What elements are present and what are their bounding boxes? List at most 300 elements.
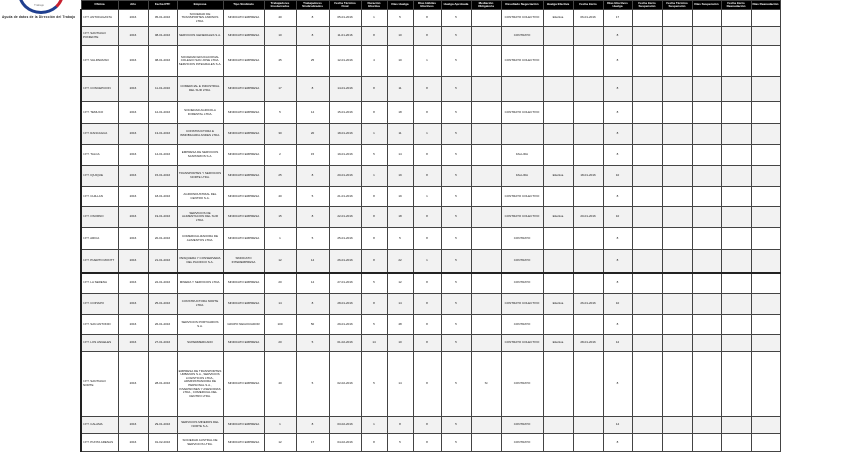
table-cell: SERVICIOS PORTUARIOS S.A.: [177, 315, 223, 335]
table-cell: 11-01-2016: [148, 77, 177, 102]
table-cell: SINDICATO EMPRESA: [223, 228, 264, 250]
table-cell: SINDICATO EMPRESA: [223, 434, 264, 452]
table-cell: [501, 77, 543, 102]
table-cell: 30: [264, 124, 296, 145]
table-cell: [721, 417, 751, 434]
table-cell: [471, 166, 501, 187]
table-cell: 5: [441, 228, 471, 250]
table-cell: [721, 46, 751, 77]
table-cell: 2016: [118, 352, 148, 417]
table-cell: 2016: [118, 145, 148, 166]
table-cell: 1: [361, 417, 387, 434]
table-cell: 40: [264, 10, 296, 27]
table-cell: 03-02-2016: [329, 417, 361, 434]
table-cell: 8: [296, 166, 329, 187]
table-cell: [721, 315, 751, 335]
table-cell: 2016: [118, 294, 148, 315]
table-cell: 14: [603, 417, 632, 434]
table-cell: 19: [387, 187, 413, 207]
table-cell: 8: [296, 27, 329, 46]
table-cell: [662, 166, 692, 187]
table-cell: 25-01-2016: [148, 294, 177, 315]
table-cell: 14: [296, 273, 329, 294]
table-cell: 5: [441, 166, 471, 187]
table-cell: 10: [387, 46, 413, 77]
table-cell: I.P.T. LOS ANGELES: [81, 335, 118, 352]
table-cell: SERVICIOS GENERALES S.A.: [177, 27, 223, 46]
table-cell: I.P.T. OSORNO: [81, 207, 118, 228]
table-cell: [662, 187, 692, 207]
table-cell: I.P.T. PUNTA ARENAS: [81, 434, 118, 452]
table-cell: 8: [413, 315, 441, 335]
table-cell: 14: [296, 102, 329, 124]
table-cell: 20-01-2016: [573, 207, 603, 228]
table-cell: 8: [603, 145, 632, 166]
table-cell: [721, 124, 751, 145]
table-cell: 8: [296, 10, 329, 27]
table-cell: 8: [603, 273, 632, 294]
table-cell: 48: [387, 315, 413, 335]
table-cell: SUPERMERCADO: [177, 335, 223, 352]
column-header: Mediación Obligatoria: [471, 1, 501, 10]
column-header: Fecha Término Suspensión: [662, 1, 692, 10]
table-cell: [471, 294, 501, 315]
table-cell: 27-01-2016: [148, 335, 177, 352]
table-cell: 5: [387, 10, 413, 27]
table-cell: [751, 335, 780, 352]
table-cell: [692, 77, 721, 102]
table-cell: 11: [387, 77, 413, 102]
table-cell: [721, 228, 751, 250]
table-cell: 5: [441, 124, 471, 145]
table-cell: [573, 102, 603, 124]
table-cell: I.P.T. ARICA: [81, 228, 118, 250]
table-cell: SINDICATO EMPRESA: [223, 77, 264, 102]
table-cell: CONSTRUCTORA E INMOBILIARIA ANDES LTDA.: [177, 124, 223, 145]
table-cell: 1: [264, 417, 296, 434]
table-cell: I.P.T. CALAMA: [81, 417, 118, 434]
table-cell: 1: [361, 10, 387, 27]
table-cell: SINDICATO EMPRESA: [223, 145, 264, 166]
table-cell: I.P.T. CONCEPCION: [81, 77, 118, 102]
table-cell: 4: [361, 46, 387, 77]
table-cell: [573, 46, 603, 77]
table-cell: 18: [387, 102, 413, 124]
table-cell: 12: [387, 273, 413, 294]
table-cell: 25-01-2016: [329, 228, 361, 250]
table-cell: 5: [441, 335, 471, 352]
table-cell: I.P.T. PUERTO MONTT: [81, 250, 118, 273]
table-cell: 14: [387, 294, 413, 315]
table-cell: [632, 102, 662, 124]
table-cell: [692, 102, 721, 124]
table-cell: 2016: [118, 187, 148, 207]
table-cell: [471, 250, 501, 273]
table-cell: 8: [361, 434, 387, 452]
table-cell: [573, 145, 603, 166]
table-cell: 5: [296, 335, 329, 352]
table-cell: 20: [264, 335, 296, 352]
table-cell: 8: [603, 27, 632, 46]
table-cell: SI: [471, 352, 501, 417]
table-cell: 1: [264, 228, 296, 250]
table-cell: I.P.T. TALCA: [81, 145, 118, 166]
table-cell: 8: [603, 77, 632, 102]
table-cell: 2016: [118, 335, 148, 352]
table-cell: 12: [603, 335, 632, 352]
column-header: Duración Efectiva: [361, 1, 387, 10]
table-row: [81, 46, 780, 77]
column-header: Año: [118, 1, 148, 10]
column-header: Empresa: [177, 1, 223, 10]
table-cell: [721, 102, 751, 124]
column-header: Días Hábiles Efectivos: [413, 1, 441, 10]
table-row: [81, 166, 780, 187]
table-cell: [632, 273, 662, 294]
table-cell: SERVICIOS DE ALIMENTACION DEL SUR LTDA.: [177, 207, 223, 228]
table-cell: 8: [603, 124, 632, 145]
table-cell: 8: [603, 46, 632, 77]
table-cell: [543, 77, 573, 102]
table-cell: 22-01-2016: [148, 273, 177, 294]
table-cell: Efectiva: [543, 207, 573, 228]
table-cell: 15-01-2016: [148, 166, 177, 187]
table-cell: [662, 27, 692, 46]
table-cell: [501, 124, 543, 145]
table-cell: [471, 207, 501, 228]
table-cell: 10: [603, 207, 632, 228]
table-cell: 100: [264, 315, 296, 335]
table-cell: 8: [413, 145, 441, 166]
table-cell: 10: [387, 27, 413, 46]
table-cell: SOCIEDAD AUSTRAL DE SERVICIOS LTDA.: [177, 434, 223, 452]
table-cell: [543, 124, 573, 145]
table-cell: SINDICATO EMPRESA: [223, 335, 264, 352]
table-cell: 05-01-2016: [329, 10, 361, 27]
table-cell: 08-01-2016: [148, 46, 177, 77]
table-cell: [721, 434, 751, 452]
table-cell: 15-01-2016: [329, 102, 361, 124]
table-cell: [471, 228, 501, 250]
table-cell: [751, 315, 780, 335]
column-header: Días Reanudación: [751, 1, 780, 10]
table-cell: [543, 46, 573, 77]
table-cell: [543, 273, 573, 294]
table-cell: CONTRATO: [501, 228, 543, 250]
table-cell: [692, 273, 721, 294]
table-cell: 5: [441, 417, 471, 434]
table-cell: 2016: [118, 102, 148, 124]
table-cell: 19-01-2016: [148, 207, 177, 228]
table-cell: 5: [441, 315, 471, 335]
table-cell: [543, 315, 573, 335]
table-cell: [543, 145, 573, 166]
table-cell: 14-01-2016: [329, 77, 361, 102]
table-cell: [721, 27, 751, 46]
table-cell: SINDICATO EMPRESA: [223, 352, 264, 417]
table-cell: 25: [296, 46, 329, 77]
table-cell: EMPRESA DE TRANSPORTES URBANOS S.A., SERVICIOS LOGISTICOS LTDA., ADMINISTRADORA DE PERSONAL S.A., INVERSIONES Y ASESORIAS LTDA., COMERCIAL DEL CENTRO LTDA.: [177, 352, 223, 417]
table-cell: 45: [264, 46, 296, 77]
table-cell: 20-01-2016: [148, 228, 177, 250]
table-cell: 26-01-2016: [148, 315, 177, 335]
table-cell: [662, 352, 692, 417]
table-cell: SINDICATO EMPRESA: [223, 27, 264, 46]
table-cell: 12-01-2016: [148, 102, 177, 124]
table-cell: I.P.T. SANTIAGO PONIENTE: [81, 27, 118, 46]
table-cell: SINDICATO EMPRESA: [223, 187, 264, 207]
table-cell: 2016: [118, 315, 148, 335]
table-cell: 8: [413, 434, 441, 452]
column-header: Fecha RTF: [148, 1, 177, 10]
table-cell: MINERA Y SERVICIOS LTDA.: [177, 273, 223, 294]
table-cell: [632, 228, 662, 250]
table-cell: 8: [296, 207, 329, 228]
table-cell: 2016: [118, 27, 148, 46]
table-cell: 29-01-2016: [329, 315, 361, 335]
table-cell: I.P.T. LA SERENA: [81, 273, 118, 294]
table-cell: 5: [361, 315, 387, 335]
table-cell: 5: [441, 145, 471, 166]
table-cell: [662, 124, 692, 145]
table-cell: CONSTRUCTORA NORTE LTDA.: [177, 294, 223, 315]
table-cell: [632, 27, 662, 46]
table-row: [81, 102, 780, 124]
table-row: [81, 335, 780, 352]
table-cell: [721, 352, 751, 417]
table-cell: SINDICATO EMPRESA: [223, 166, 264, 187]
table-row: [81, 434, 780, 452]
table-cell: 2016: [118, 273, 148, 294]
table-cell: [632, 250, 662, 273]
column-header: Días Suspensión: [692, 1, 721, 10]
table-cell: 13-01-2016: [148, 124, 177, 145]
table-cell: [721, 77, 751, 102]
table-cell: COMERCIAL E INDUSTRIAL DEL SUR LTDA.: [177, 77, 223, 102]
table-cell: 8: [387, 417, 413, 434]
logo-text: Trabajo: [34, 3, 45, 7]
table-cell: 5: [387, 434, 413, 452]
table-cell: SINDICATO EMPRESA: [223, 294, 264, 315]
table-cell: [573, 315, 603, 335]
table-cell: 11: [387, 124, 413, 145]
table-row: [81, 27, 780, 46]
table-cell: 5: [441, 46, 471, 77]
table-cell: 5: [296, 187, 329, 207]
table-cell: 2016: [118, 417, 148, 434]
table-row: [81, 417, 780, 434]
table-cell: 8: [413, 102, 441, 124]
table-cell: 8: [361, 228, 387, 250]
table-row: [81, 294, 780, 315]
table-cell: 2016: [118, 10, 148, 27]
table-cell: 8: [413, 77, 441, 102]
table-cell: [751, 102, 780, 124]
table-cell: [573, 27, 603, 46]
table-cell: 14: [264, 294, 296, 315]
table-cell: [662, 228, 692, 250]
table-cell: 26-01-2016: [573, 294, 603, 315]
table-cell: I.P.T. RANCAGUA: [81, 124, 118, 145]
table-cell: [471, 335, 501, 352]
table-cell: [662, 335, 692, 352]
table-cell: CONTRATO COLECTIVO: [501, 207, 543, 228]
table-cell: SINDICATO EMPRESA: [223, 273, 264, 294]
table-cell: 27-01-2016: [329, 273, 361, 294]
table-row: [81, 250, 780, 273]
table-cell: [543, 102, 573, 124]
table-cell: 5: [264, 102, 296, 124]
table-cell: 10: [387, 335, 413, 352]
table-cell: [632, 77, 662, 102]
table-cell: [692, 250, 721, 273]
table-cell: EMPRESA DE SERVICIOS SANITARIOS S.A.: [177, 145, 223, 166]
table-cell: 10: [603, 166, 632, 187]
table-cell: 1: [413, 124, 441, 145]
table-cell: 8: [413, 10, 441, 27]
table-cell: 04-02-2016: [329, 434, 361, 452]
column-header: Resultado Negociación: [501, 1, 543, 10]
table-cell: 14: [387, 352, 413, 417]
table-cell: 8: [603, 187, 632, 207]
table-cell: 8: [361, 250, 387, 273]
table-cell: CONTRATO COLECTIVO: [501, 10, 543, 27]
table-cell: [751, 434, 780, 452]
table-cell: [632, 145, 662, 166]
table-cell: [662, 417, 692, 434]
table-cell: [751, 250, 780, 273]
table-cell: CONTRATO: [501, 417, 543, 434]
page-caption: Ayuda de datos de la Dirección del Trabajo: [2, 15, 76, 19]
table-cell: 28-01-2016: [148, 352, 177, 417]
table-cell: 5: [441, 250, 471, 273]
table-cell: [662, 207, 692, 228]
table-cell: [573, 250, 603, 273]
table-cell: [573, 77, 603, 102]
table-cell: 2016: [118, 207, 148, 228]
table-cell: 12: [264, 434, 296, 452]
table-cell: GRUPO NEGOCIADOR: [223, 315, 264, 335]
table-cell: [662, 145, 692, 166]
table-cell: COMERCIALIZADORA DE ALIMENTOS LTDA.: [177, 228, 223, 250]
table-cell: 8: [361, 102, 387, 124]
table-cell: [573, 124, 603, 145]
table-cell: [692, 335, 721, 352]
table-cell: [692, 417, 721, 434]
table-cell: SINDICATO INTEREMPRESA: [223, 250, 264, 273]
column-header: Tipo Sindicato: [223, 1, 264, 10]
table-cell: 01-02-2016: [329, 335, 361, 352]
table-cell: I.P.T. ANTOFAGASTA: [81, 10, 118, 27]
table-cell: 8: [413, 166, 441, 187]
table-cell: CONTRATO COLECTIVO: [501, 187, 543, 207]
table-cell: PESQUERA Y CONSERVERA DEL PACIFICO S.A.: [177, 250, 223, 273]
table-cell: CONTRATO COLECTIVO: [501, 46, 543, 77]
table-cell: [632, 166, 662, 187]
table-cell: 8: [413, 228, 441, 250]
column-header: Fecha Inicio: [573, 1, 603, 10]
table-cell: [751, 124, 780, 145]
table-cell: [721, 335, 751, 352]
table-cell: I.P.T. IQUIQUE: [81, 166, 118, 187]
table-cell: Efectiva: [543, 10, 573, 27]
table-cell: 08-01-2016: [148, 27, 177, 46]
table-cell: 8: [603, 434, 632, 452]
table-cell: [751, 46, 780, 77]
table-cell: [721, 294, 751, 315]
table-cell: 5: [441, 10, 471, 27]
table-cell: 8: [413, 27, 441, 46]
table-cell: [692, 187, 721, 207]
table-cell: [751, 228, 780, 250]
table-cell: [471, 46, 501, 77]
table-cell: [692, 352, 721, 417]
table-cell: 8: [296, 294, 329, 315]
table-cell: [471, 124, 501, 145]
table-cell: [751, 294, 780, 315]
table-cell: 5: [441, 294, 471, 315]
table-cell: SOCIEDAD AGRICOLA FORESTAL LTDA.: [177, 102, 223, 124]
table-cell: 8: [296, 417, 329, 434]
table-cell: [692, 166, 721, 187]
table-cell: [471, 417, 501, 434]
table-cell: 15: [296, 145, 329, 166]
table-cell: I.P.T. TEMUCO: [81, 102, 118, 124]
table-cell: 01-02-2016: [148, 434, 177, 452]
table-cell: [471, 434, 501, 452]
table-cell: 8: [413, 273, 441, 294]
table-cell: [692, 10, 721, 27]
table-cell: [471, 77, 501, 102]
table-cell: 14: [387, 145, 413, 166]
table-cell: [543, 27, 573, 46]
table-cell: [471, 102, 501, 124]
table-cell: [543, 417, 573, 434]
table-cell: 5: [441, 102, 471, 124]
table-cell: 5: [441, 187, 471, 207]
table-cell: 5: [361, 145, 387, 166]
table-cell: 5: [441, 352, 471, 417]
table-cell: [471, 145, 501, 166]
table-cell: 50: [296, 315, 329, 335]
table-cell: [721, 166, 751, 187]
table-cell: 1: [361, 124, 387, 145]
table-cell: 20: [264, 273, 296, 294]
table-cell: 11-01-2016: [329, 27, 361, 46]
table-cell: [471, 10, 501, 27]
table-cell: 28-01-2016: [329, 294, 361, 315]
table-cell: 20: [296, 124, 329, 145]
table-cell: I.P.T. VALPARAISO: [81, 46, 118, 77]
table-cell: [721, 187, 751, 207]
table-cell: [543, 228, 573, 250]
table-cell: 21-01-2016: [148, 250, 177, 273]
table-cell: [692, 27, 721, 46]
table-cell: 2016: [118, 124, 148, 145]
table-cell: SERVICIOS MINEROS DEL NORTE S.A.: [177, 417, 223, 434]
table-row: [81, 207, 780, 228]
table-cell: 8: [361, 207, 387, 228]
table-cell: I.P.T. SAN ANTONIO: [81, 315, 118, 335]
table-cell: 14: [296, 250, 329, 273]
table-cell: [573, 273, 603, 294]
table-cell: 8: [413, 294, 441, 315]
table-cell: [692, 145, 721, 166]
table-cell: [573, 434, 603, 452]
table-cell: 19: [387, 166, 413, 187]
table-cell: [662, 273, 692, 294]
table-cell: CONTRATO COLECTIVO: [501, 294, 543, 315]
